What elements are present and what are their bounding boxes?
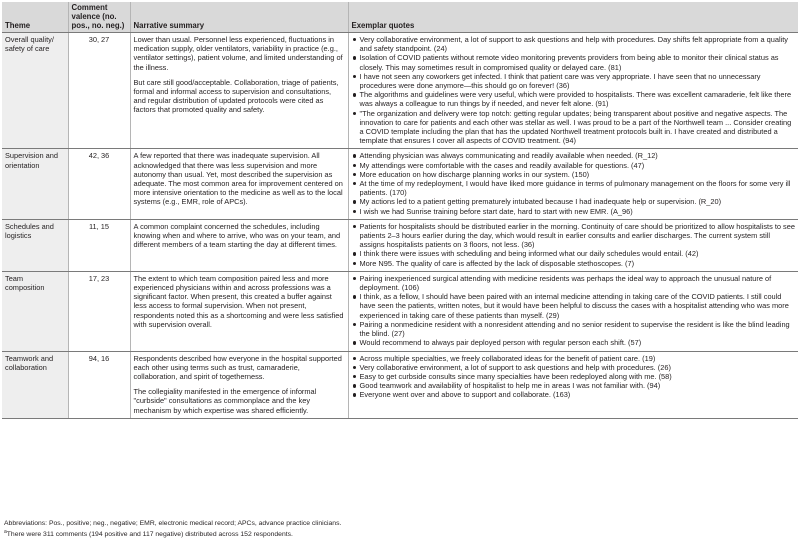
narrative-cell — [130, 219, 348, 271]
quote-item: Pairing inexperienced surgical attending with medicine residents was perhaps the ideal way to approach the unusual nature of deployment. (106) — [352, 274, 796, 292]
quote-item: Good teamwork and availability of hospitalist to help me in areas I was not familiar with. (94) — [352, 381, 796, 390]
valence-cell: 94, 16 — [68, 351, 130, 418]
quotes-cell — [348, 149, 798, 219]
table-row — [2, 149, 798, 219]
valence-cell: 11, 15 — [68, 219, 130, 271]
quotes-cell — [348, 33, 798, 149]
quote-item: My attendings were comfortable with the cases and readily available for questions. (47) — [352, 161, 796, 170]
quote-list — [352, 274, 796, 348]
narrative-paragraph: The collegiality manifested in the emergence of informal "curbside" consultations as commonplace and the key mechanism by which expertise was shared efficiently. — [133, 387, 317, 415]
quote-item: I have not seen any coworkers get infected. I think that patient care was very appropriate. I have seen that no unnecessary procedures were done anymore—this should go on forever! (36) — [352, 72, 796, 90]
quote-item: Would recommend to always pair deployed person with regular person each shift. (57) — [352, 338, 796, 347]
theme-cell: Team composition — [2, 271, 68, 351]
narrative-paragraph: But care still good/acceptable. Collaboration, triage of patients, formal and informal access to supervision and consultations, and regular distribution of updated protocols were cited as factors that promoted quality and safety. — [133, 77, 339, 115]
quote-item: Very collaborative environment, a lot of support to ask questions and help with procedures. (26) — [352, 363, 796, 372]
table-footnotes — [4, 519, 794, 539]
footnote-note: There were 311 comments (194 positive and 117 negative) distributed across 152 respondents. — [6, 531, 293, 538]
quote-list — [352, 222, 796, 268]
quote-item: "The organization and delivery were top notch: getting regular updates; being transparent about positive and negative aspects. The innovation to care for patients and each other was stellar as well. I was proud to be a part of the Northwell team ... Consider creating a COVID template including the plan that has the updated Northwell treatment protocols built in. I have created and distributed a template that ensures I cover all aspects of COVID treatment. (94) — [352, 109, 796, 146]
theme-cell: Schedules and logistics — [2, 219, 68, 271]
table-row — [2, 351, 798, 418]
header-valence: Comment valence (no. pos., no. neg.) — [68, 2, 130, 33]
quote-item: Attending physician was always communicating and readily available when needed. (R_12) — [352, 151, 796, 160]
quote-item: Pairing a nonmedicine resident with a nonresident attending and no senior resident to supervise the resident is like the blind leading the blind. (27) — [352, 320, 796, 338]
quote-item: Patients for hospitalists should be distributed earlier in the morning. Continuity of care should be prioritized to allow hospitalists to see patients 2–3 hours earlier during the day, which would result in earlier consults and earlier discharges. The current system still assigns hospitalists patients on 3 floors, not less. (36) — [352, 222, 796, 250]
footnote-abbreviations: Abbreviations: Pos., positive; neg., negative; EMR, electronic medical record; APCs, advance practice clinicians. — [4, 520, 342, 527]
narrative-paragraph: The extent to which team composition paired less and more experienced physicians within and across professions was a significant factor. When present, this created a buffer against less access to formal supervision. When not present, respondents noted this as a shortcoming and were less satisfied with supervision overall. — [133, 273, 344, 329]
quote-item: Everyone went over and above to support and collaborate. (163) — [352, 390, 796, 399]
quote-item: I think there were issues with scheduling and being informed what our daily schedules would entail. (42) — [352, 249, 796, 258]
narrative-paragraph: Lower than usual. Personnel less experienced, fluctuations in medication supply, older ventilators, variability in practice (e.g., ventilator settings), patient volume, and limited understanding of the illness. — [133, 35, 343, 72]
header-narrative: Narrative summary — [130, 2, 348, 33]
footnote-comment-counts — [4, 528, 794, 539]
theme-cell: Supervision and orientation — [2, 149, 68, 219]
quote-item: Isolation of COVID patients without remote video monitoring prevents providers from being able to monitor their clinical status as closely. This may sometimes result in compromised quality or delayed care. (81) — [352, 53, 796, 71]
quote-list — [352, 151, 796, 215]
quote-item: I think, as a fellow, I should have been paired with an internal medicine attending in taking care of the COVID patients. I still could have seen the patients, written notes, but it would have been helpful to discuss the cases with a hospitalist attending who was more experienced in taking care of these patients than myself. (29) — [352, 292, 796, 320]
valence-cell: 42, 36 — [68, 149, 130, 219]
quotes-cell — [348, 219, 798, 271]
quote-list — [352, 354, 796, 400]
valence-cell: 17, 23 — [68, 271, 130, 351]
quote-item: Across multiple specialties, we freely collaborated ideas for the benefit of patient care. (19) — [352, 354, 796, 363]
footnote-marker: a — [4, 529, 7, 535]
header-theme: Theme — [2, 2, 68, 33]
themes-table — [2, 2, 798, 419]
quote-item: My actions led to a patient getting prematurely intubated because I had inadequate help or supervision. (R_20) — [352, 197, 796, 206]
table-row — [2, 219, 798, 271]
table-row — [2, 271, 798, 351]
valence-cell: 30, 27 — [68, 33, 130, 149]
theme-cell: Overall quality/ safety of care — [2, 33, 68, 149]
narrative-paragraph: A few reported that there was inadequate supervision. All acknowledged that there was less supervision and more autonomy than usual. Yet, most described the supervision as adequate. The most common area for improvement centered on more intensive orientation to the medicine as well as to the local systems (e.g., EMR, role of APCs). — [133, 151, 343, 207]
narrative-paragraph: Respondents described how everyone in the hospital supported each other using terms such as trust, camaraderie, collaboration, and spirit of togetherness. — [133, 353, 342, 381]
quote-item: More education on how discharge planning works in our system. (150) — [352, 170, 796, 179]
quote-item: Easy to get curbside consults since many specialties have been redeployed along with me. (58) — [352, 372, 796, 381]
narrative-paragraph: A common complaint concerned the schedules, including knowing when and where to arrive, who was on your team, and different members of a team starting the day at different times. — [133, 221, 341, 250]
quote-item: At the time of my redeployment, I would have liked more guidance in terms of pulmonary management on the floors for some very ill patients. (170) — [352, 179, 796, 197]
narrative-cell — [130, 149, 348, 219]
quote-item: More N95. The quality of care is affected by the lack of disposable stethoscopes. (7) — [352, 259, 796, 268]
quotes-cell — [348, 351, 798, 418]
header-quotes: Exemplar quotes — [348, 2, 798, 33]
table-header-row — [2, 2, 798, 33]
narrative-cell — [130, 351, 348, 418]
table-row — [2, 33, 798, 149]
quote-item: I wish we had Sunrise training before start date, hard to start with new EMR. (A_96) — [352, 207, 796, 216]
narrative-cell — [130, 271, 348, 351]
quotes-cell — [348, 271, 798, 351]
narrative-cell — [130, 33, 348, 149]
quote-list — [352, 35, 796, 145]
quote-item: Very collaborative environment, a lot of support to ask questions and help with procedures. Day shifts felt appropriate from a quality and safety standpoint. (24) — [352, 35, 796, 53]
quote-item: The algorithms and guidelines were very useful, which were provided to hospitalists. There was excellent camaraderie, felt like there was always a colleague to run things by if needed, and never felt alone. (91) — [352, 90, 796, 108]
theme-cell: Teamwork and collaboration — [2, 351, 68, 418]
